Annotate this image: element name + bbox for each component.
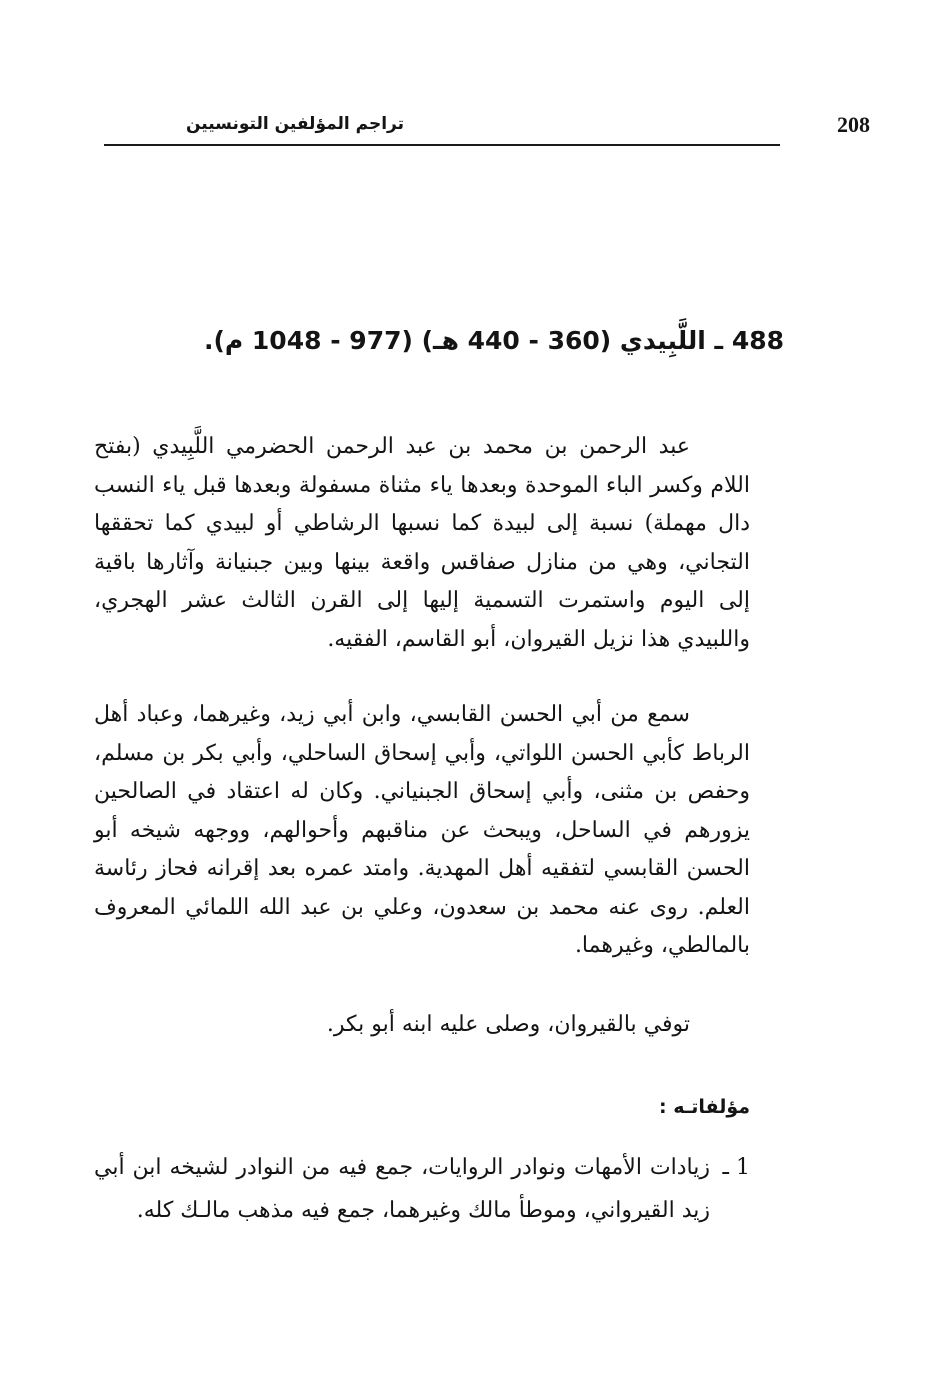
work-item-text: زيادات الأمهات ونوادر الروايات، جمع فيه من النوادر لشيخه ابن أبي زيد القيرواني، وموطأ مالك وغيرهما، جمع فيه مذهب مالـك كله.: [94, 1155, 710, 1223]
running-head: [104, 108, 870, 146]
death-paragraph: توفي بالقيروان، وصلى عليه ابنه أبو بكر.: [326, 1012, 690, 1037]
book-title: تراجم المؤلفين التونسيين: [186, 114, 404, 134]
work-item-number: 1 ـ: [722, 1155, 750, 1180]
biography-paragraph: عبد الرحمن بن محمد بن عبد الرحمن الحضرمي اللَّبِيدي (بفتح اللام وكسر الباء الموحدة وبعدها ياء مثناة مسفولة وبعدها قبل ياء النسب دال مهملة) نسبة إلى لبيدة كما نسبها الرشاطي أو لبيدي كما تحققها التجاني، وهي من منازل صفاقس واقعة بينها وبين جبنيانة وآثارها باقية إلى اليوم واستمرت التسمية إليها إلى القرن الثالث عشر الهجري، واللبيدي هذا نزيل القيروان، أبو القاسم، الفقيه.: [94, 434, 750, 652]
teachers-paragraph: سمع من أبي الحسن القابسي، وابن أبي زيد، وغيرهما، وعباد أهل الرباط كأبي الحسن اللواتي، وأبي إسحاق الساحلي، وأبي بكر بن مسلم، وحفص بن مثنى، وأبي إسحاق الجبنياني. وكان له اعتقاد في الصالحين يزورهم في الساحل، ويبحث عن مناقبهم وأحوالهم، ووجهه شيخه أبو الحسن القابسي لتفقيه أهل المهدية. وامتد عمره بعد إقرانه فحاز رئاسة العلم. روى عنه محمد بن سعدون، وعلي بن عبد الله اللمائي المعروف بالمالطي، وغيرهما.: [94, 702, 750, 958]
page-number: 208: [837, 112, 870, 137]
works-heading: مؤلفاتـه :: [659, 1096, 750, 1118]
work-list-item: [94, 1146, 750, 1232]
entry-heading: 488 ـ اللَّبِيدي (360 - 440 هـ) (977 - 1048 م).: [203, 326, 784, 355]
